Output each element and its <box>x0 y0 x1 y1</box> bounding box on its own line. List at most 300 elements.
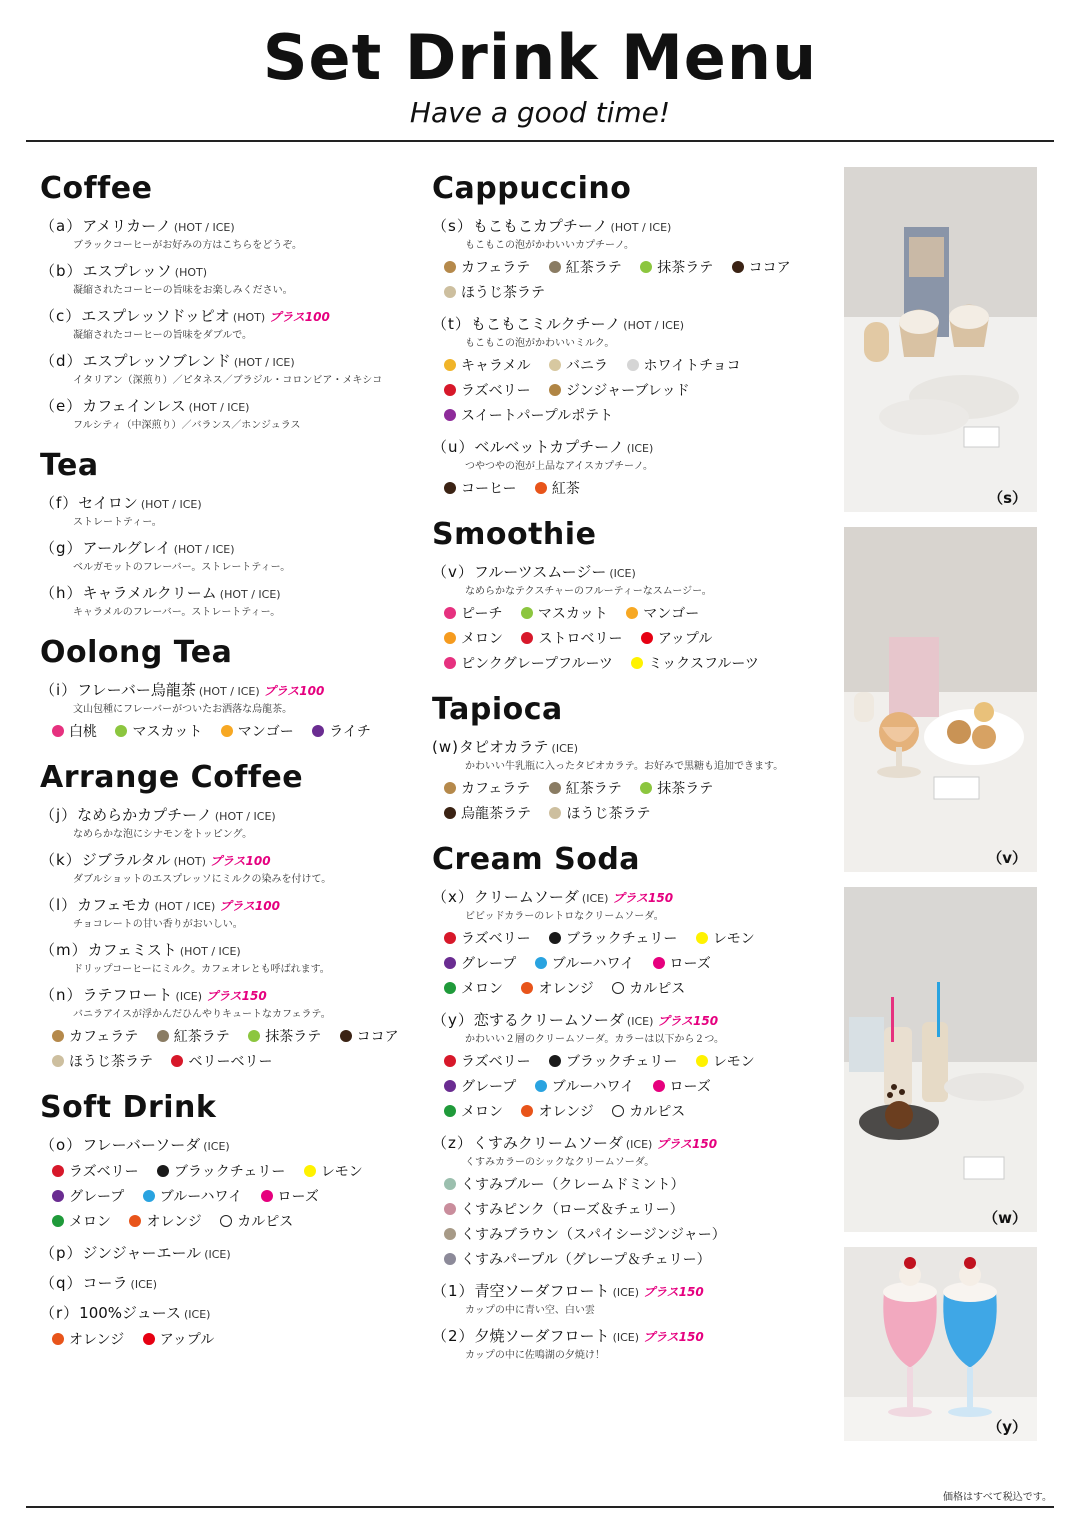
color-dot <box>627 359 639 371</box>
flavor-option: ラズベリー <box>444 1050 531 1075</box>
item-tags: (ICE) <box>626 1015 654 1028</box>
item-desc: くすみカラーのシックなクリームソーダ。 <box>465 1157 655 1168</box>
item-desc: ベルガモットのフレーバー。ストレートティー。 <box>73 562 291 573</box>
flavor-option: ラズベリー <box>444 927 531 952</box>
flavor-option: ほうじ茶ラテ <box>549 802 650 827</box>
item-tags: (HOT) <box>173 855 206 868</box>
item-name: エスプレッソブレンド <box>82 352 231 370</box>
section-title: Soft Drink <box>40 1090 217 1125</box>
color-dot <box>549 359 561 371</box>
item-code: （u） <box>432 438 475 456</box>
item-name: もこもこミルクチーノ <box>470 315 621 333</box>
flavor-option: 抹茶ラテ <box>640 777 713 802</box>
menu-item-k <box>40 850 420 887</box>
color-dot <box>631 657 643 669</box>
color-dot <box>444 807 456 819</box>
item-code: （b） <box>40 262 83 280</box>
item-name: ベルベットカプチーノ <box>474 438 624 456</box>
item-name: ジブラルタル <box>81 851 171 869</box>
flavor-list <box>444 927 832 1002</box>
flavor-option: グレープ <box>52 1185 124 1210</box>
item-tags: (HOT / ICE) <box>219 588 281 601</box>
item-code: （d） <box>40 352 83 370</box>
menu-item-p <box>40 1243 420 1265</box>
flavor-option: メロン <box>444 977 503 1002</box>
item-desc: 文山包種にフレーバーがついたお洒落な烏龍茶。 <box>73 704 293 715</box>
color-dot <box>444 286 456 298</box>
footer-divider <box>26 1506 1054 1508</box>
item-code: （k） <box>40 851 82 869</box>
photo-caption: （y） <box>987 1418 1027 1436</box>
flavor-option: マスカット <box>521 602 608 627</box>
item-name: キャラメルクリーム <box>82 584 217 602</box>
flavor-option: レモン <box>304 1160 363 1185</box>
color-dot <box>444 782 456 794</box>
item-name: くすみクリームソーダ <box>472 1134 623 1152</box>
photo-smoothie <box>844 527 1037 872</box>
item-desc: ビビッドカラーのレトロなクリームソーダ。 <box>465 911 664 922</box>
flavor-option: レモン <box>696 927 755 952</box>
flavor-option: くすみブルー（クレームドミント） <box>444 1173 684 1198</box>
color-dot <box>732 261 744 273</box>
menu-item-r <box>40 1303 420 1353</box>
color-dot <box>304 1165 316 1177</box>
item-name: フルーツスムージー <box>473 563 607 581</box>
item-desc: チョコレートの甘い香りがおいしい。 <box>73 919 243 930</box>
item-desc: なめらかな泡にシナモンをトッピング。 <box>73 829 253 840</box>
item-code: （c） <box>40 307 82 325</box>
menu-item-v <box>432 562 832 677</box>
item-tags: (ICE) <box>609 567 636 580</box>
item-code: （n） <box>40 986 83 1004</box>
color-dot <box>653 1080 665 1092</box>
menu-item-i <box>40 680 420 745</box>
section-soft-drink <box>40 1089 420 1353</box>
item-name: フレーバー烏龍茶 <box>77 681 196 699</box>
item-name: ラテフロート <box>82 986 173 1004</box>
item-name: ジンジャーエール <box>82 1244 202 1262</box>
item-desc: カップの中に佐鳴湖の夕焼け！ <box>465 1350 605 1361</box>
item-code: （x） <box>432 888 474 906</box>
flavor-option: ブルーハワイ <box>535 952 634 977</box>
item-desc: キャラメルのフレーバー。ストレートティー。 <box>73 607 281 618</box>
item-tags: (ICE) <box>130 1278 158 1291</box>
price-plus: プラス150 <box>612 891 674 905</box>
flavor-list <box>444 256 832 306</box>
menu-item-e <box>40 396 420 433</box>
color-dot <box>549 932 561 944</box>
item-code: （e） <box>40 397 83 415</box>
flavor-option: 白桃 <box>52 720 97 745</box>
price-plus: プラス150 <box>643 1285 704 1299</box>
section-title: Cream Soda <box>432 842 641 877</box>
menu-item-z <box>432 1133 832 1273</box>
flavor-option: ブラックチェリー <box>157 1160 285 1185</box>
flavor-option: ブラックチェリー <box>549 927 677 952</box>
item-name: カフェインレス <box>82 397 186 415</box>
flavor-list <box>52 1328 420 1353</box>
flavor-option: カルピス <box>612 977 685 1002</box>
item-code: （a） <box>40 217 83 235</box>
item-code: （q） <box>40 1274 83 1292</box>
flavor-option: カフェラテ <box>52 1025 138 1050</box>
color-dot <box>143 1190 155 1202</box>
menu-title: Set Drink Menu <box>262 21 818 94</box>
menu-item-u <box>432 437 832 502</box>
color-dot <box>52 1190 64 1202</box>
item-code: （g） <box>40 539 83 557</box>
item-tags: (HOT / ICE) <box>173 221 235 234</box>
item-desc: 凝縮されたコーヒーの旨味をお楽しみください。 <box>73 285 293 296</box>
item-desc: もこもこの泡がかわいいミルク。 <box>465 338 615 349</box>
menu-item-n <box>40 985 420 1075</box>
color-dot <box>220 1215 232 1227</box>
item-name: クリームソーダ <box>473 888 579 906</box>
flavor-option: 紅茶ラテ <box>157 1025 230 1050</box>
flavor-list <box>444 1173 832 1273</box>
item-code: （f） <box>40 494 79 512</box>
flavor-option: オレンジ <box>521 977 593 1002</box>
section-title: Cappuccino <box>432 171 632 206</box>
price-plus: プラス150 <box>657 1014 719 1028</box>
color-dot <box>444 957 456 969</box>
flavor-option: くすみブラウン（スパイシージンジャー） <box>444 1223 726 1248</box>
color-dot <box>535 482 547 494</box>
price-plus: プラス100 <box>219 899 280 913</box>
color-dot <box>549 1055 561 1067</box>
menu-subtitle: Have a good time! <box>409 96 671 129</box>
item-desc: フルシティ（中深煎り）／バランス／ホンジュラス <box>73 420 301 431</box>
menu-item-w <box>432 737 832 827</box>
menu-item-q <box>40 1273 420 1295</box>
flavor-option: ほうじ茶ラテ <box>444 281 545 306</box>
item-name: セイロン <box>78 494 138 512</box>
item-name: カフェモカ <box>77 896 152 914</box>
menu-item-b <box>40 261 420 298</box>
item-desc: つやつやの泡が上品なアイスカプチーノ。 <box>465 461 653 472</box>
menu-item-t <box>432 314 832 429</box>
item-name: もこもこカプチーノ <box>472 217 608 235</box>
item-desc: ブラックコーヒーがお好みの方はこちらをどうぞ。 <box>73 240 302 251</box>
section-title: Coffee <box>40 171 153 206</box>
item-name: エスプレッソドッピオ <box>81 307 230 325</box>
color-dot <box>444 932 456 944</box>
menu-item-f <box>40 493 420 530</box>
item-name: アメリカーノ <box>82 217 171 235</box>
flavor-option: ピーチ <box>444 602 502 627</box>
color-dot <box>549 807 561 819</box>
color-dot <box>521 982 533 994</box>
flavor-list <box>52 720 420 745</box>
menu-item-s <box>432 216 832 306</box>
section-smoothie <box>432 516 832 677</box>
color-dot <box>535 1080 547 1092</box>
section-title: Tapioca <box>432 692 563 727</box>
color-dot <box>52 1165 64 1177</box>
item-desc: かわいい牛乳瓶に入ったタピオカラテ。お好みで黒糖も追加できます。 <box>465 761 784 772</box>
menu-item-m <box>40 940 420 977</box>
color-dot <box>521 607 533 619</box>
photo-tapioca <box>844 887 1037 1232</box>
flavor-option: ブルーハワイ <box>535 1075 634 1100</box>
item-tags: (ICE) <box>175 990 202 1003</box>
flavor-option: マンゴー <box>221 720 294 745</box>
color-dot <box>171 1055 183 1067</box>
color-dot <box>52 1215 64 1227</box>
flavor-option: ココア <box>340 1025 399 1050</box>
flavor-option: ストロベリー <box>521 627 622 652</box>
photo-caption: （s） <box>988 489 1027 507</box>
color-dot <box>521 1105 533 1117</box>
flavor-list <box>52 1160 420 1235</box>
price-plus: プラス150 <box>656 1137 718 1151</box>
item-tags: (ICE) <box>581 892 609 905</box>
flavor-option: ベリーベリー <box>171 1050 272 1075</box>
item-tags: (HOT / ICE) <box>173 543 235 556</box>
item-name: なめらかカプチーノ <box>77 806 212 824</box>
color-dot <box>444 657 456 669</box>
color-dot <box>640 782 652 794</box>
flavor-option: バニラ <box>549 354 608 379</box>
item-code: （1） <box>432 1282 475 1300</box>
item-tags: (HOT) <box>232 311 266 324</box>
flavor-option: ブラックチェリー <box>549 1050 677 1075</box>
flavor-option: くすみピンク（ローズ＆チェリー） <box>444 1198 684 1223</box>
color-dot <box>549 782 561 794</box>
flavor-option: 紅茶ラテ <box>549 777 622 802</box>
flavor-option: オレンジ <box>52 1328 124 1353</box>
flavor-list <box>444 602 832 677</box>
color-dot <box>312 725 324 737</box>
color-dot <box>444 607 456 619</box>
item-tags: (HOT / ICE) <box>214 810 276 823</box>
color-dot <box>157 1165 169 1177</box>
flavor-option: マンゴー <box>626 602 699 627</box>
item-tags: (HOT / ICE) <box>154 900 216 913</box>
header-divider <box>26 140 1054 142</box>
flavor-option: ローズ <box>261 1185 319 1210</box>
menu-item-y <box>432 1010 832 1125</box>
section-title: Smoothie <box>432 517 597 552</box>
flavor-option: メロン <box>52 1210 111 1235</box>
item-name: 100%ジュース <box>79 1304 182 1322</box>
item-desc: カップの中に青い空、白い雲 <box>465 1305 595 1316</box>
photo-cream-soda <box>844 1247 1037 1441</box>
color-dot <box>444 1080 456 1092</box>
item-tags: (ICE) <box>612 1286 640 1299</box>
menu-header <box>0 20 1080 130</box>
photo-cappuccino <box>844 167 1037 512</box>
flavor-option: カフェラテ <box>444 777 530 802</box>
flavor-option: ブルーハワイ <box>143 1185 242 1210</box>
item-code: （p） <box>40 1244 83 1262</box>
color-dot <box>653 957 665 969</box>
color-dot <box>640 261 652 273</box>
item-code: （h） <box>40 584 83 602</box>
flavor-list <box>444 354 832 429</box>
color-dot <box>52 1333 64 1345</box>
color-dot <box>612 1105 624 1117</box>
photo-caption: （w） <box>983 1209 1027 1227</box>
menu-item-x <box>432 887 832 1002</box>
item-tags: (HOT / ICE) <box>233 356 295 369</box>
price-plus: プラス150 <box>643 1330 704 1344</box>
item-tags: (ICE) <box>203 1140 230 1153</box>
flavor-option: メロン <box>444 1100 503 1125</box>
flavor-option: ホワイトチョコ <box>627 354 741 379</box>
menu-item-a <box>40 216 420 253</box>
item-code: （o） <box>40 1136 83 1154</box>
flavor-list <box>444 477 832 502</box>
price-plus: プラス150 <box>206 989 267 1003</box>
color-dot <box>444 1228 456 1240</box>
item-name: フレーバーソーダ <box>82 1136 201 1154</box>
item-code: （s） <box>432 217 473 235</box>
color-dot <box>52 1055 64 1067</box>
flavor-option: レモン <box>696 1050 755 1075</box>
left-column <box>40 170 420 1367</box>
item-name: 青空ソーダフロート <box>474 1282 610 1300</box>
item-code: （m） <box>40 941 88 959</box>
item-code: （v） <box>432 563 474 581</box>
flavor-option: グレープ <box>444 952 516 977</box>
item-name: カフェミスト <box>87 941 177 959</box>
flavor-option: アップル <box>143 1328 214 1353</box>
flavor-option: グレープ <box>444 1075 516 1100</box>
color-dot <box>52 1030 64 1042</box>
flavor-option: キャラメル <box>444 354 531 379</box>
item-tags: (HOT / ICE) <box>623 319 685 332</box>
item-desc: 凝縮されたコーヒーの旨味をダブルで。 <box>73 330 252 341</box>
item-tags: (ICE) <box>625 1138 653 1151</box>
color-dot <box>641 632 653 644</box>
color-dot <box>221 725 233 737</box>
item-tags: (ICE) <box>204 1248 231 1261</box>
color-dot <box>444 261 456 273</box>
flavor-option: 紅茶ラテ <box>549 256 622 281</box>
flavor-option: アップル <box>641 627 712 652</box>
flavor-option: ココア <box>732 256 791 281</box>
flavor-option: ラズベリー <box>52 1160 139 1185</box>
section-arrange-coffee <box>40 759 420 1075</box>
flavor-option: ジンジャーブレッド <box>549 379 690 404</box>
color-dot <box>444 409 456 421</box>
section-title: Oolong Tea <box>40 635 233 670</box>
price-plus: プラス100 <box>269 310 330 324</box>
flavor-option: くすみパープル（グレープ＆チェリー） <box>444 1248 711 1273</box>
flavor-option: メロン <box>444 627 503 652</box>
flavor-list <box>444 777 832 827</box>
color-dot <box>444 1178 456 1190</box>
item-name: 夕焼ソーダフロート <box>474 1327 610 1345</box>
color-dot <box>261 1190 273 1202</box>
flavor-option: オレンジ <box>521 1100 593 1125</box>
middle-column <box>432 170 832 1377</box>
item-desc: もこもこの泡がかわいいカプチーノ。 <box>465 240 634 251</box>
color-dot <box>444 1105 456 1117</box>
item-tags: (HOT / ICE) <box>188 401 250 414</box>
item-tags: (HOT / ICE) <box>198 685 260 698</box>
item-code: （j） <box>40 806 78 824</box>
item-desc: なめらかなテクスチャーのフルーティーなスムージー。 <box>465 586 712 597</box>
item-code: （y） <box>432 1011 474 1029</box>
color-dot <box>521 632 533 644</box>
color-dot <box>157 1030 169 1042</box>
color-dot <box>115 725 127 737</box>
flavor-option: ラズベリー <box>444 379 531 404</box>
section-title: Tea <box>40 448 99 483</box>
menu-item-o <box>40 1135 420 1235</box>
color-dot <box>143 1333 155 1345</box>
flavor-option: カルピス <box>220 1210 293 1235</box>
color-dot <box>696 932 708 944</box>
flavor-option: 烏龍茶ラテ <box>444 802 531 827</box>
item-tags: (ICE) <box>551 742 579 755</box>
color-dot <box>444 1203 456 1215</box>
section-oolong-tea <box>40 634 420 745</box>
color-dot <box>444 632 456 644</box>
menu-item-g <box>40 538 420 575</box>
item-code: （i） <box>40 681 78 699</box>
item-desc: かわいい２層のクリームソーダ。カラーは以下から２つ。 <box>465 1034 724 1045</box>
item-code: （2） <box>432 1327 475 1345</box>
item-code: （z） <box>432 1134 473 1152</box>
flavor-option: カルピス <box>612 1100 685 1125</box>
section-cappuccino <box>432 170 832 502</box>
menu-item-h <box>40 583 420 620</box>
price-plus: プラス100 <box>263 684 325 698</box>
color-dot <box>626 607 638 619</box>
section-cream-soda <box>432 841 832 1363</box>
color-dot <box>248 1030 260 1042</box>
item-desc: ダブルショットのエスプレッソにミルクの染みを付けて。 <box>73 874 332 885</box>
color-dot <box>549 384 561 396</box>
section-title: Arrange Coffee <box>40 760 304 795</box>
flavor-option: マスカット <box>115 720 202 745</box>
flavor-option: ローズ <box>653 1075 711 1100</box>
menu-item-j <box>40 805 420 842</box>
item-tags: (HOT / ICE) <box>179 945 241 958</box>
item-desc: イタリアン（深煎り）／ピタネス／ブラジル・コロンビア・メキシコ <box>73 375 383 386</box>
flavor-list <box>52 1025 420 1075</box>
flavor-option: ピンクグレープフルーツ <box>444 652 613 677</box>
item-tags: (HOT / ICE) <box>610 221 672 234</box>
color-dot <box>549 261 561 273</box>
item-name: コーラ <box>82 1274 128 1292</box>
section-tea <box>40 447 420 620</box>
flavor-option: コーヒー <box>444 477 516 502</box>
color-dot <box>612 982 624 994</box>
color-dot <box>444 482 456 494</box>
price-plus: プラス100 <box>209 854 271 868</box>
flavor-option: 紅茶 <box>535 477 580 502</box>
item-desc: ストレートティー。 <box>73 517 162 528</box>
menu-item-1 <box>432 1281 832 1318</box>
flavor-option: ミックスフルーツ <box>631 652 758 677</box>
menu-item-d <box>40 351 420 388</box>
item-tags: (ICE) <box>612 1331 640 1344</box>
color-dot <box>444 1253 456 1265</box>
item-name: 恋するクリームソーダ <box>473 1011 624 1029</box>
flavor-option: カフェラテ <box>444 256 530 281</box>
section-coffee <box>40 170 420 433</box>
item-tags: (ICE) <box>626 442 654 455</box>
color-dot <box>129 1215 141 1227</box>
flavor-list <box>444 1050 832 1125</box>
item-code: （t） <box>432 315 471 333</box>
menu-item-2 <box>432 1326 832 1363</box>
item-code: (w) <box>432 738 459 756</box>
